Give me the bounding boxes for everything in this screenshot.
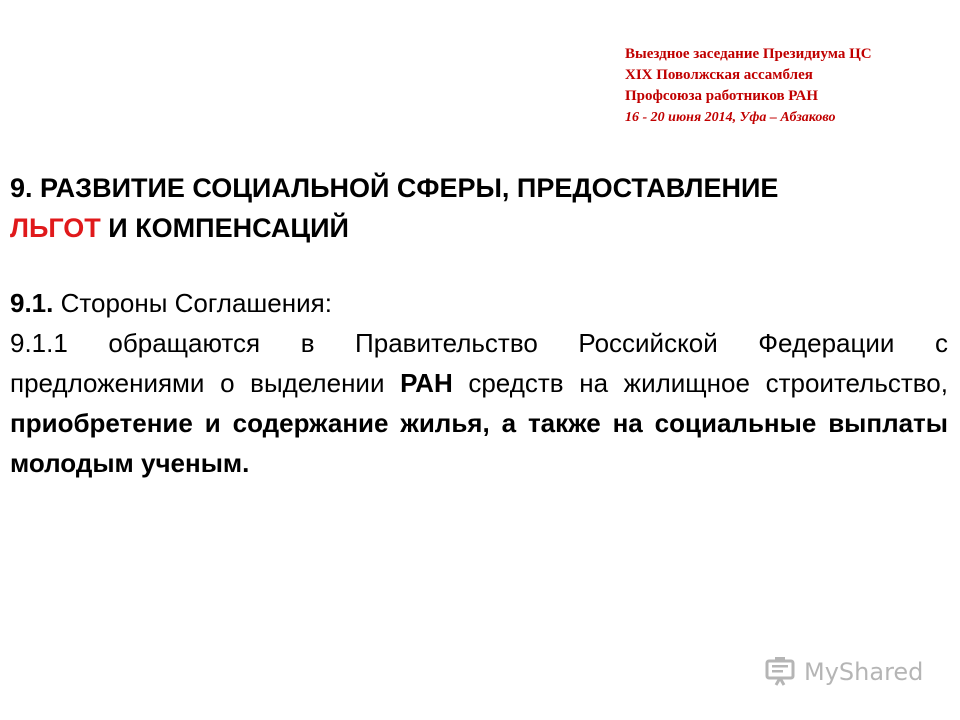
section-heading [10,168,940,248]
clause-text-1: 9.1.1 обращаются в Правительство Российской Федерации с предложениями о выделении [10,328,948,398]
body-text [10,283,948,483]
header-line-1: Выездное заседание Президиума ЦС [625,46,872,62]
header-line-3: Профсоюза работников РАН [625,88,819,104]
header-line-2: XIX Поволжская ассамблея [625,67,813,83]
subsection-label: Стороны Соглашения: [53,288,332,318]
myshared-logo-icon [764,656,798,688]
clause-bold-ran: РАН [400,368,453,398]
event-header [625,44,945,128]
subsection-number: 9.1. [10,288,54,318]
subsection-title [10,283,948,323]
heading-line-2 [10,208,940,248]
myshared-watermark [764,652,923,692]
heading-line-1: 9. РАЗВИТИЕ СОЦИАЛЬНОЙ СФЕРЫ, ПРЕДОСТАВЛЕНИЕ [10,173,779,203]
clause-paragraph [10,323,948,483]
watermark-text: MyShared [804,658,924,686]
clause-text-2: средств на жилищное строительство, [452,368,948,398]
clause-bold-text: приобретение и содержание жилья, а также на социальные выплаты молодым ученым. [10,408,948,478]
heading-line-2-rest: И КОМПЕНСАЦИЙ [100,213,349,243]
heading-red-word: ЛЬГОТ [10,213,101,243]
header-line-4: 16 - 20 июня 2014, Уфа – Абзаково [625,110,836,125]
